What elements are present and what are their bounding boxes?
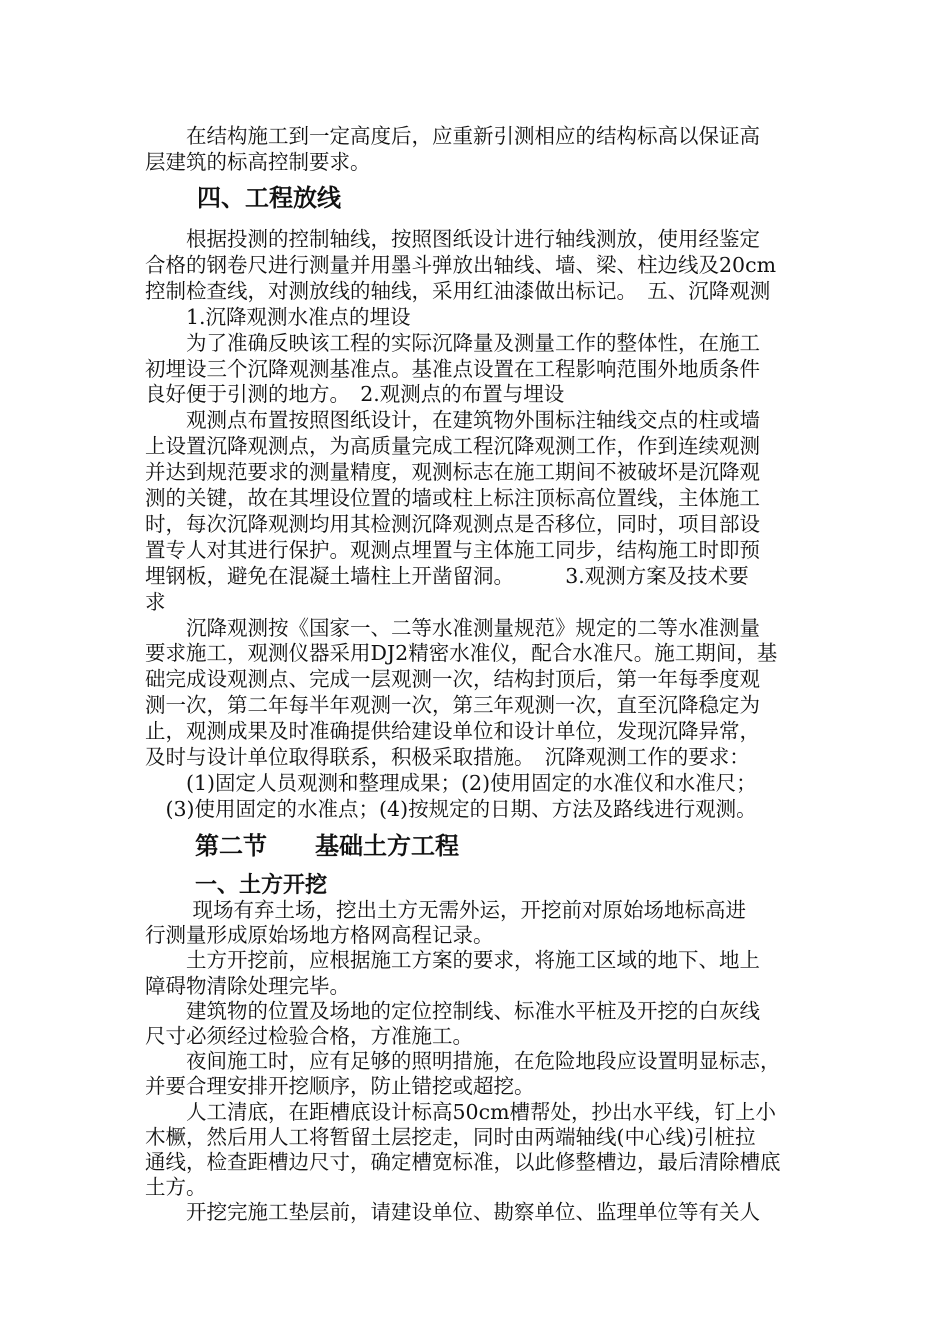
text-line: 建筑物的位置及场地的定位控制线、标准水平桩及开挖的白灰线 [145, 998, 760, 1023]
text-line: 初埋设三个沉降观测基准点。基准点设置在工程影响范围外地质条件 [145, 356, 760, 381]
text-line: 夜间施工时，应有足够的照明措施，在危险地段应设置明显标志， [145, 1049, 781, 1074]
text-line: 沉降观测按《国家一、二等水准测量规范》规定的二等水准测量 [145, 615, 760, 640]
text-line: 人工清底，在距槽底设计标高50cm槽帮处，抄出水平线，钉上小 [145, 1099, 777, 1124]
text-line: 础完成设观测点、完成一层观测一次，结构封顶后，第一年每季度观 [145, 667, 760, 692]
text-line: 求 [145, 589, 166, 614]
text-line: 尺寸必须经过检验合格，方准施工。 [145, 1024, 473, 1048]
text-line: 并要合理安排开挖顺序，防止错挖或超挖。 [145, 1074, 535, 1099]
text-line: 在结构施工到一定高度后，应重新引测相应的结构标高以保证高 [145, 124, 760, 148]
text-line: 层建筑的标高控制要求。 [145, 150, 371, 174]
text-line: 开挖完施工垫层前，请建设单位、勘察单位、监理单位等有关人 [145, 1200, 760, 1225]
text-line: 1.沉降观测水准点的埋设 [145, 304, 411, 329]
text-line: 合格的钢卷尺进行测量并用墨斗弹放出轴线、墙、梁、柱边线及20cm [145, 252, 777, 277]
text-line: 根据投测的控制轴线，按照图纸设计进行轴线测放，使用经鉴定 [145, 227, 760, 251]
text-line: 及时与设计单位取得联系，积极采取措施。 沉降观测工作的要求： [145, 745, 750, 769]
heading-layout-lines: 四、工程放线 [197, 184, 341, 212]
text-line: 埋钢板，避免在混凝土墙柱上开凿留洞。 3.观测方案及技术要 [145, 563, 749, 588]
text-line: 时，每次沉降观测均用其检测沉降观测点是否移位，同时，项目部设 [145, 511, 760, 536]
text-line: 控制检查线，对测放线的轴线，采用红油漆做出标记。 五、沉降观测 [145, 278, 771, 303]
text-line: 通线，检查距槽边尺寸，确定槽宽标准，以此修整槽边，最后清除槽底 [145, 1150, 781, 1174]
text-line: 上设置沉降观测点，为高质量完成工程沉降观测工作，作到连续观测 [145, 434, 760, 459]
heading-excavation: 一、土方开挖 [195, 873, 328, 898]
text-line: 止，观测成果及时准确提供给建设单位和设计单位，发现沉降异常， [145, 719, 760, 744]
section-title: 第二节 基础土方工程 [195, 832, 459, 860]
text-line: 木橛，然后用人工将暂留土层挖走，同时由两端轴线(中心线)引桩拉 [145, 1124, 756, 1149]
text-line: 测的关键，故在其埋设位置的墙或柱上标注顶标高位置线，主体施工 [145, 486, 760, 510]
text-line: 良好便于引测的地方。 2.观测点的布置与埋设 [145, 382, 565, 407]
text-line: 并达到规范要求的测量精度，观测标志在施工期间不被破坏是沉降观 [145, 460, 760, 485]
text-line: 置专人对其进行保护。观测点埋置与主体施工同步，结构施工时即预 [145, 537, 760, 562]
text-line: 要求施工，观测仪器采用DJ2精密水准仪，配合水准尺。施工期间，基 [145, 641, 778, 666]
text-line: 行测量形成原始场地方格网高程记录。 [145, 923, 494, 948]
text-line: 现场有弃土场，挖出土方无需外运，开挖前对原始场地标高进 [145, 898, 747, 922]
text-line: 测一次，第二年每半年观测一次，第三年观测一次，直至沉降稳定为 [145, 693, 760, 718]
text-line: (1)固定人员观测和整理成果；(2)使用固定的水准仪和水准尺； [145, 770, 757, 795]
text-line: 观测点布置按照图纸设计，在建筑物外围标注轴线交点的柱或墙 [145, 408, 760, 433]
text-line: 土方。 [145, 1175, 207, 1200]
text-line: 为了准确反映该工程的实际沉降量及测量工作的整体性，在施工 [145, 330, 760, 355]
text-line: 土方开挖前，应根据施工方案的要求，将施工区域的地下、地上 [145, 948, 760, 973]
text-line: (3)使用固定的水准点；(4)按规定的日期、方法及路线进行观测。 [145, 796, 757, 821]
text-line: 障碍物清除处理完毕。 [145, 973, 350, 998]
